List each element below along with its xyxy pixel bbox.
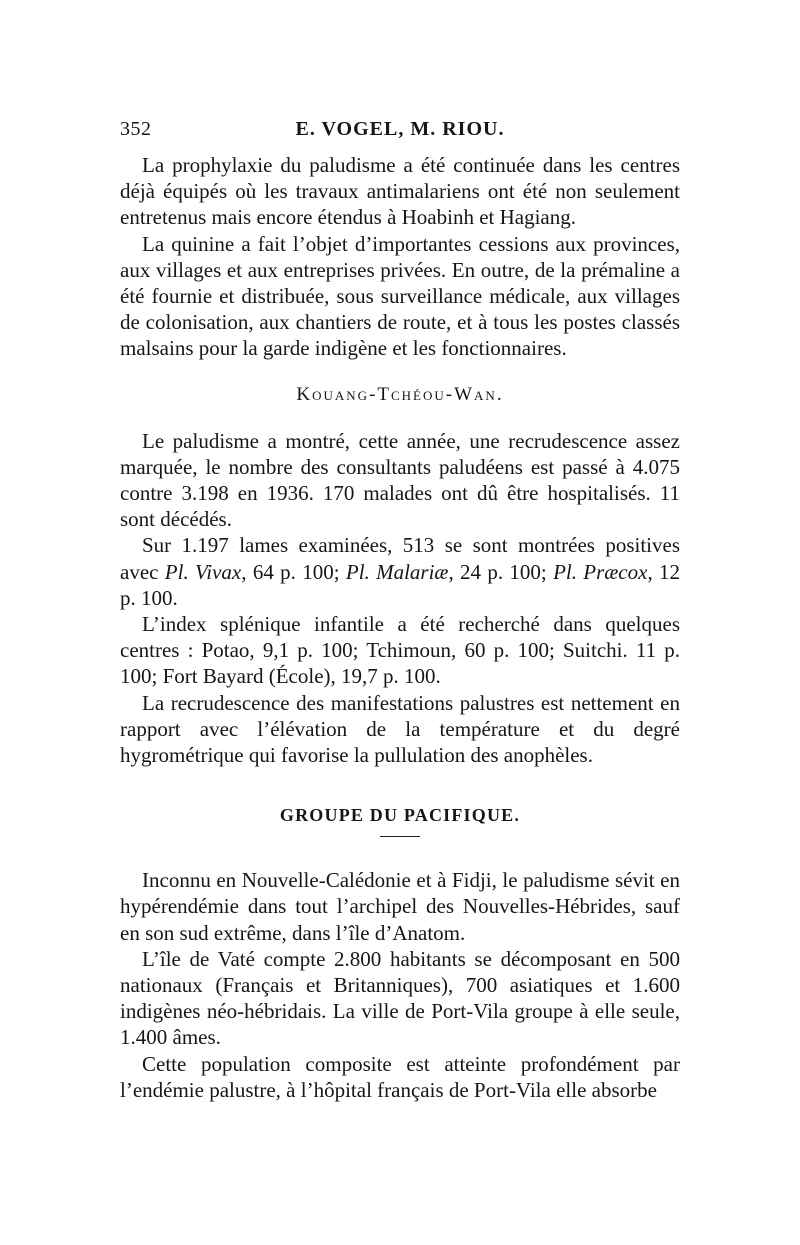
paragraph-quinine: La quinine a fait l’objet d’importantes cessions aux provinces, aux villages et aux entreprises privées. En outre, de la prémaline a été fournie et distribuée, sous surveillance médicale, aux villages de colonisation, aux chantiers de route, et à tous les postes classés malsains pour la garde indigène et les fonctionnaires. [120,231,680,361]
page-number: 352 [120,118,152,140]
section-heading-kouang-tcheou-wan: Kouang-Tchéou-Wan. [296,383,504,405]
paragraph-population-composite: Cette population composite est atteinte profondément par l’endémie palustre, à l’hôpital français de Port-Vila elle absorbe [120,1051,680,1102]
paragraph-nouvelles-hebrides: Inconnu en Nouvelle-Calédonie et à Fidji, le paludisme sévit en hypérendémie dans tout l’archipel des Nouvelles-Hébrides, sauf en son sud extrême, dans l’île d’Anatom. [120,868,680,945]
lames-text-2: , 24 p. 100; [448,559,554,584]
lames-text-1: , 64 p. 100; [241,559,346,584]
paragraph-ile-de-vate: L’île de Vaté compte 2.800 habitants se décomposant en 500 nationaux (Français et Britanniques), 700 asiatiques et 1.600 indigènes néo-hébridais. La ville de Port-Vila groupe à elle seule, 1.400 âmes. [120,946,680,1050]
paragraph-prophylaxie: La prophylaxie du paludisme a été continuée dans les centres déjà équipés où les travaux antimalariens ont été non seulement entretenus mais encore étendus à Hoabinh et Hagiang. [120,153,680,230]
lames-text-3: , 12 p. 100. [120,559,681,610]
paragraph-lames-examinees [120,532,680,611]
section-divider-rule [380,836,420,837]
species-pl-malariae: Pl. Malariæ [345,559,449,584]
species-pl-vivax: Pl. Vivax [164,559,242,584]
lames-lead-text: Sur 1.197 lames examinées, 513 se sont montrées positives avec [120,533,680,584]
running-head-authors: E. VOGEL, M. RIOU. [295,118,505,140]
species-pl-praecox: Pl. Præcox [553,559,648,584]
section-heading-groupe-du-pacifique: GROUPE DU PACIFIQUE. [279,805,521,826]
paragraph-manifestations-palustres: La recrudescence des manifestations palustres est nettement en rapport avec l’élévation de la température et du degré hygrométrique qui favorise la pullulation des anophèles. [120,690,680,768]
paragraph-recrudescence-count: Le paludisme a montré, cette année, une recrudescence assez marquée, le nombre des consultants paludéens est passé à 4.075 contre 3.198 en 1936. 170 malades ont dû être hospitalisés. 11 sont décédés. [120,428,680,532]
paragraph-index-splenique: L’index splénique infantile a été recherché dans quelques centres : Potao, 9,1 p. 100; Tchimoun, 60 p. 100; Suitchi. 11 p. 100; Fort Bayard (École), 19,7 p. 100. [120,612,680,689]
document-page [120,118,680,1103]
running-head [120,118,680,152]
